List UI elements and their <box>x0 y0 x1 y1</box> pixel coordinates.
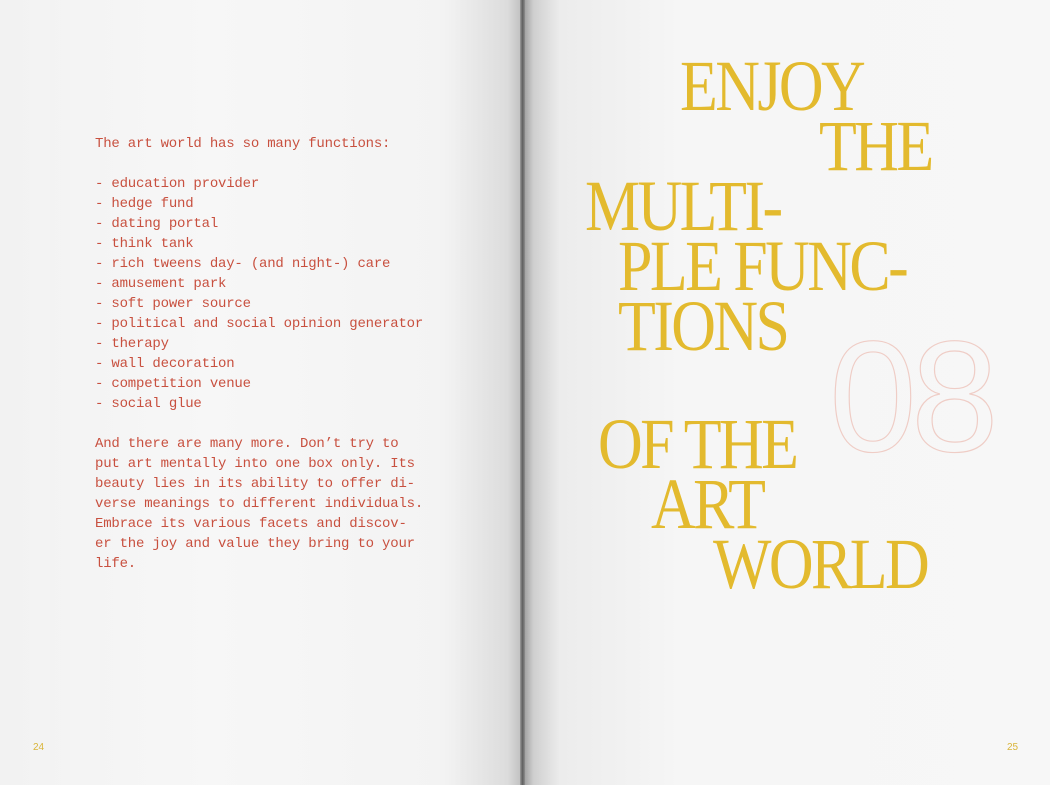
heading-line: OF THE <box>598 404 797 484</box>
paragraph-line: er the joy and value they bring to your <box>95 536 415 552</box>
list-item: - think tank <box>95 234 425 254</box>
page-number-left: 24 <box>33 742 45 753</box>
page-number-right: 25 <box>1007 742 1019 753</box>
chapter-number: 08 <box>829 309 993 485</box>
left-page <box>0 0 523 785</box>
list-item: - rich tweens day- (and night-) care <box>95 254 425 274</box>
closing-paragraph <box>95 434 425 574</box>
list-item: - therapy <box>95 334 425 354</box>
list-item: - soft power source <box>95 294 425 314</box>
paragraph-line: beauty lies in its ability to offer di- <box>95 476 415 492</box>
paragraph-line: verse meanings to different individuals. <box>95 496 424 512</box>
list-item: - hedge fund <box>95 194 425 214</box>
paragraph-line: Embrace its various facets and discov- <box>95 516 407 532</box>
heading-line: THE <box>819 106 932 186</box>
heading-line: ENJOY <box>680 46 864 126</box>
paragraph-line: put art mentally into one box only. Its <box>95 456 415 472</box>
intro-text: The art world has so many functions: <box>95 136 391 152</box>
list-item: - dating portal <box>95 214 425 234</box>
list-item: - education provider <box>95 174 425 194</box>
heading-line: PLE FUNC- <box>618 226 907 306</box>
heading-line: ART <box>651 464 764 544</box>
list-item: - amusement park <box>95 274 425 294</box>
list-item: - competition venue <box>95 374 425 394</box>
chapter-heading <box>523 0 1050 785</box>
paragraph-line: And there are many more. Don’t try to <box>95 436 399 452</box>
heading-line: WORLD <box>713 524 928 604</box>
list-item: - political and social opinion generator <box>95 314 425 334</box>
functions-list <box>95 174 425 414</box>
list-item: - social glue <box>95 394 425 414</box>
right-page <box>523 0 1050 785</box>
list-item: - wall decoration <box>95 354 425 374</box>
body-text <box>95 134 425 574</box>
book-gutter <box>520 0 525 785</box>
heading-line: TIONS <box>618 286 788 366</box>
heading-line: MULTI- <box>585 166 781 246</box>
paragraph-line: life. <box>95 556 137 572</box>
